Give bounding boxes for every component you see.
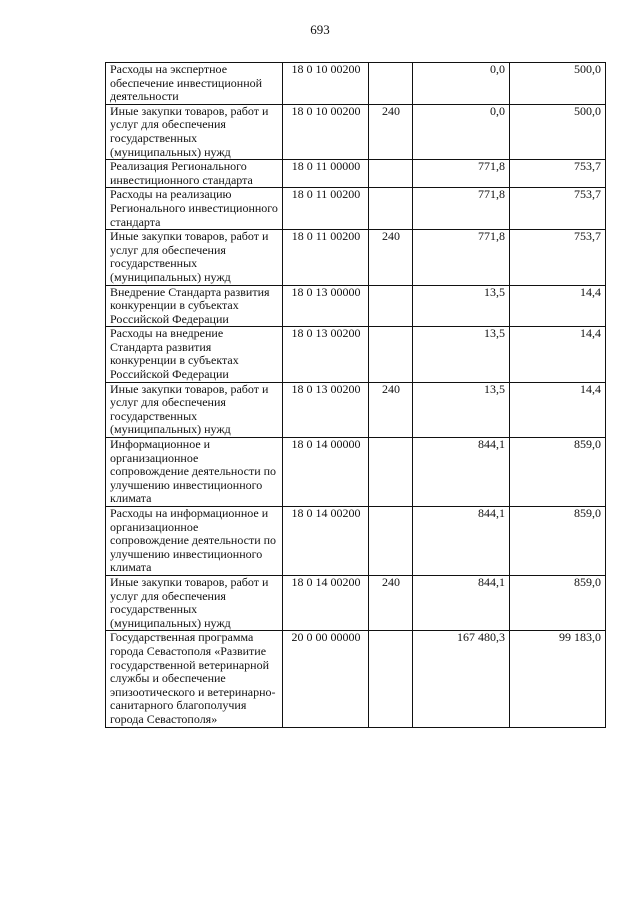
amount-year-2-cell: 753,7 [510,230,606,285]
amount-year-2-cell: 859,0 [510,575,606,630]
target-article-code-cell: 18 0 13 00200 [283,382,369,437]
expenditure-name-cell: Внедрение Стандарта развития конкуренции в субъектах Российской Федерации [106,285,283,327]
target-article-code-cell: 18 0 10 00200 [283,104,369,159]
amount-year-2-cell: 14,4 [510,382,606,437]
target-article-code-cell: 18 0 10 00200 [283,63,369,105]
expense-type-cell [369,507,413,576]
amount-year-2-cell: 859,0 [510,438,606,507]
page-number: 693 [310,22,330,37]
amount-year-1-cell: 771,8 [413,188,510,230]
amount-year-1-cell: 844,1 [413,507,510,576]
amount-year-1-cell: 771,8 [413,160,510,188]
expense-type-cell [369,188,413,230]
expense-type-cell: 240 [369,382,413,437]
amount-year-2-cell: 500,0 [510,104,606,159]
table-row [106,188,606,230]
target-article-code-cell: 18 0 14 00200 [283,575,369,630]
amount-year-2-cell: 14,4 [510,285,606,327]
amount-year-1-cell: 0,0 [413,63,510,105]
table-row [106,382,606,437]
expenditure-name-cell: Реализация Регионального инвестиционного стандарта [106,160,283,188]
expense-type-cell: 240 [369,575,413,630]
amount-year-1-cell: 167 480,3 [413,631,510,727]
expenditure-name-cell: Расходы на внедрение Стандарта развития конкуренции в субъектах Российской Федерации [106,327,283,382]
table-row [106,507,606,576]
table-row [106,230,606,285]
expense-type-cell [369,438,413,507]
expenditure-name-cell: Расходы на информационное и организационное сопровождение деятельности по улучшению инвестиционного климата [106,507,283,576]
expenditure-name-cell: Иные закупки товаров, работ и услуг для обеспечения государственных (муниципальных) нужд [106,230,283,285]
budget-table [105,62,606,728]
amount-year-2-cell: 859,0 [510,507,606,576]
expenditure-name-cell: Иные закупки товаров, работ и услуг для обеспечения государственных (муниципальных) нужд [106,575,283,630]
expenditure-name-cell: Информационное и организационное сопровождение деятельности по улучшению инвестиционного климата [106,438,283,507]
expenditure-name-cell: Расходы на экспертное обеспечение инвестиционной деятельности [106,63,283,105]
expenditure-name-cell: Государственная программа города Севастополя «Развитие государственной ветеринарной службы и обеспечение эпизоотического и ветеринарно-санитарного благополучия города Севастополя» [106,631,283,727]
amount-year-1-cell: 13,5 [413,382,510,437]
amount-year-2-cell: 500,0 [510,63,606,105]
target-article-code-cell: 20 0 00 00000 [283,631,369,727]
target-article-code-cell: 18 0 11 00200 [283,230,369,285]
amount-year-1-cell: 13,5 [413,285,510,327]
table-row [106,160,606,188]
expense-type-cell [369,327,413,382]
amount-year-2-cell: 753,7 [510,160,606,188]
amount-year-1-cell: 0,0 [413,104,510,159]
amount-year-1-cell: 844,1 [413,438,510,507]
expense-type-cell: 240 [369,230,413,285]
table-row [106,104,606,159]
expenditure-name-cell: Иные закупки товаров, работ и услуг для обеспечения государственных (муниципальных) нужд [106,104,283,159]
table-row [106,327,606,382]
expense-type-cell [369,285,413,327]
expense-type-cell [369,63,413,105]
target-article-code-cell: 18 0 13 00200 [283,327,369,382]
table-row [106,575,606,630]
expenditure-name-cell: Иные закупки товаров, работ и услуг для обеспечения государственных (муниципальных) нужд [106,382,283,437]
amount-year-2-cell: 14,4 [510,327,606,382]
target-article-code-cell: 18 0 14 00000 [283,438,369,507]
amount-year-1-cell: 771,8 [413,230,510,285]
table-row [106,438,606,507]
target-article-code-cell: 18 0 11 00000 [283,160,369,188]
target-article-code-cell: 18 0 11 00200 [283,188,369,230]
amount-year-1-cell: 844,1 [413,575,510,630]
table-row [106,631,606,727]
amount-year-2-cell: 753,7 [510,188,606,230]
expenditure-name-cell: Расходы на реализацию Регионального инвестиционного стандарта [106,188,283,230]
table-row [106,285,606,327]
expense-type-cell [369,160,413,188]
table-row [106,63,606,105]
expense-type-cell: 240 [369,104,413,159]
budget-table-body [106,63,606,728]
amount-year-1-cell: 13,5 [413,327,510,382]
amount-year-2-cell: 99 183,0 [510,631,606,727]
expense-type-cell [369,631,413,727]
target-article-code-cell: 18 0 13 00000 [283,285,369,327]
target-article-code-cell: 18 0 14 00200 [283,507,369,576]
